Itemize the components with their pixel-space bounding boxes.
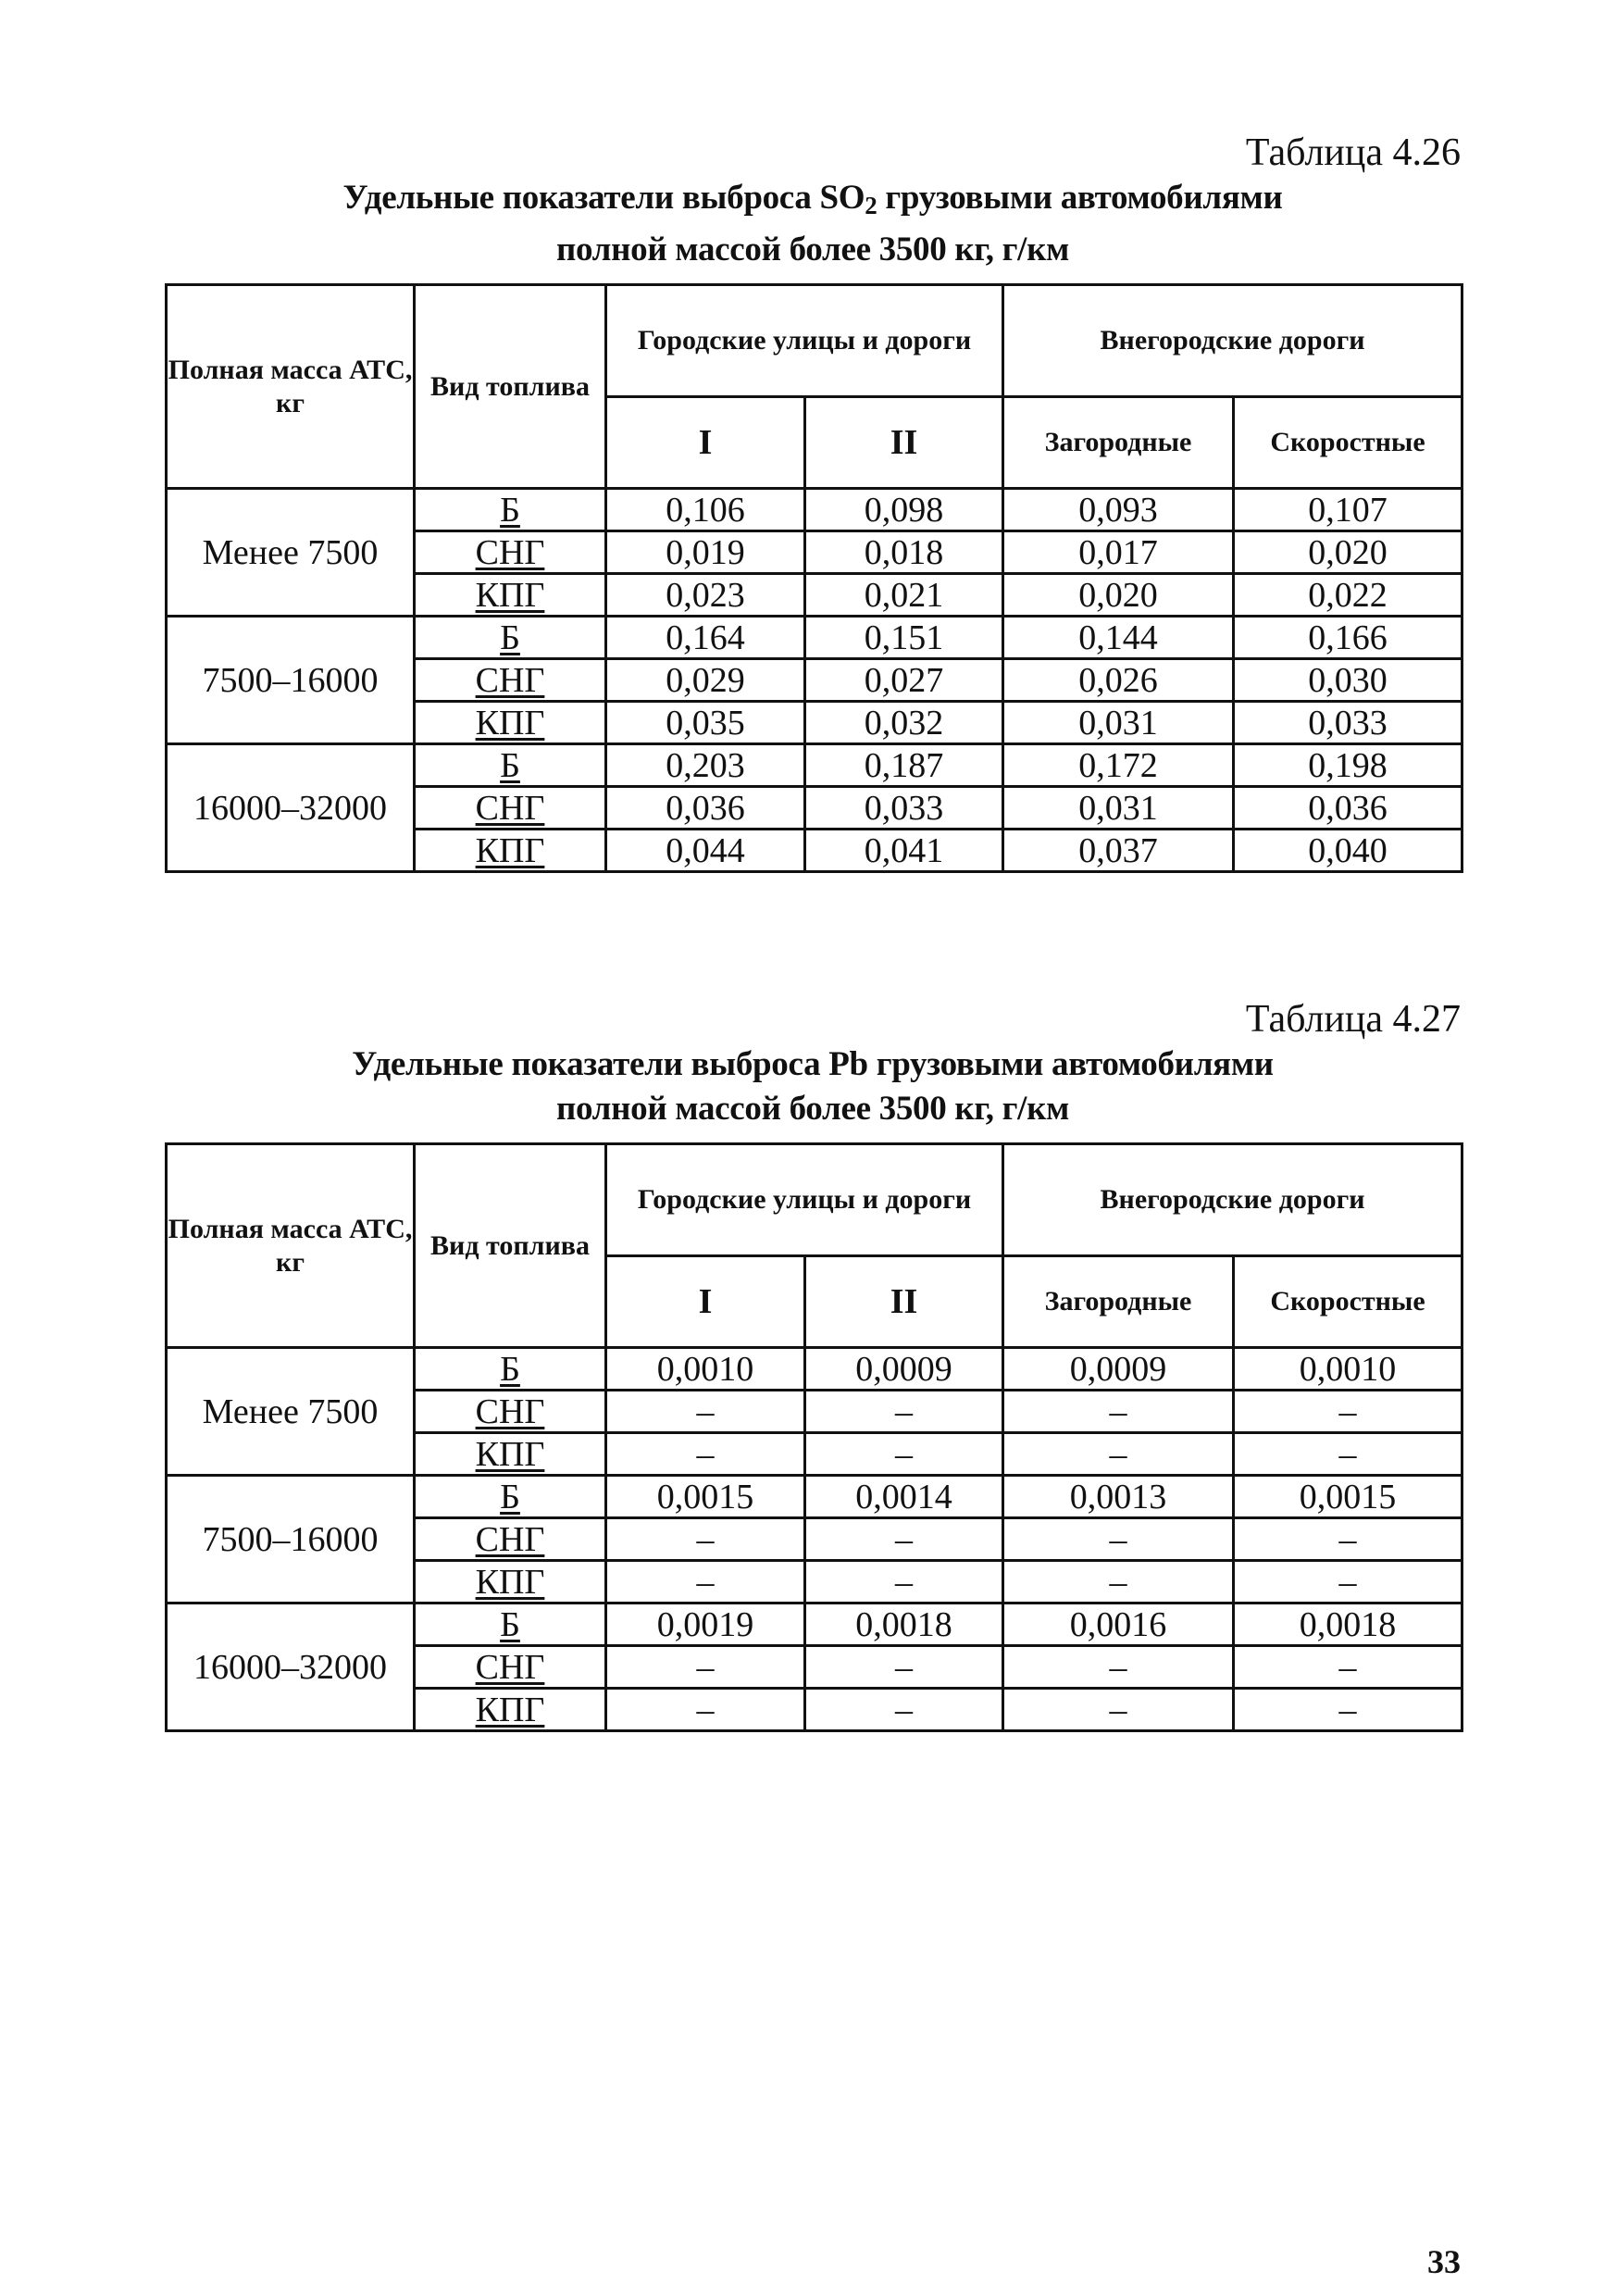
value-cell: – [606, 1561, 805, 1603]
header-express: Скоростные [1234, 1256, 1462, 1348]
value-cell: 0,0009 [805, 1348, 1003, 1391]
value-cell: 0,0009 [1003, 1348, 1234, 1391]
value-cell: – [1003, 1689, 1234, 1731]
value-cell: 0,017 [1003, 531, 1234, 574]
value-cell: 0,0014 [805, 1476, 1003, 1518]
value-cell: 0,022 [1234, 574, 1462, 617]
value-cell: 0,0015 [606, 1476, 805, 1518]
value-cell: 0,172 [1003, 744, 1234, 787]
header-city-ii: II [805, 397, 1003, 489]
value-cell: 0,033 [805, 787, 1003, 830]
header-city: Городские улицы и дороги [606, 1144, 1003, 1256]
table-row [167, 1476, 1462, 1518]
header-city-i: I [606, 1256, 805, 1348]
table-title-line-2: полной массой более 3500 кг, г/км [555, 231, 1070, 268]
table-title [165, 176, 1461, 272]
value-cell: – [805, 1646, 1003, 1689]
emissions-table-pb [165, 1142, 1463, 1732]
value-cell: 0,0019 [606, 1603, 805, 1646]
value-cell: 0,107 [1234, 489, 1462, 531]
header-intercity: Внегородские дороги [1003, 285, 1462, 397]
table-row [167, 1603, 1462, 1646]
value-cell: 0,037 [1003, 830, 1234, 872]
fuel-cell: СНГ [415, 1518, 606, 1561]
value-cell: 0,019 [606, 531, 805, 574]
value-cell: – [805, 1689, 1003, 1731]
value-cell: 0,0015 [1234, 1476, 1462, 1518]
fuel-cell: Б [415, 1603, 606, 1646]
mass-cell: Менее 7500 [167, 489, 415, 617]
header-mass: Полная масса АТС, кг [167, 1144, 415, 1348]
mass-cell: 16000–32000 [167, 1603, 415, 1731]
fuel-cell: КПГ [415, 1561, 606, 1603]
table-number: Таблица 4.26 [1245, 131, 1461, 174]
value-cell: – [1003, 1646, 1234, 1689]
value-cell: 0,040 [1234, 830, 1462, 872]
value-cell: 0,036 [1234, 787, 1462, 830]
header-fuel: Вид топлива [415, 1144, 606, 1348]
fuel-cell: Б [415, 617, 606, 659]
value-cell: – [1234, 1433, 1462, 1476]
value-cell: 0,041 [805, 830, 1003, 872]
mass-cell: 16000–32000 [167, 744, 415, 872]
value-cell: 0,036 [606, 787, 805, 830]
value-cell: 0,0016 [1003, 1603, 1234, 1646]
value-cell: – [1003, 1518, 1234, 1561]
value-cell: – [606, 1433, 805, 1476]
value-cell: 0,026 [1003, 659, 1234, 702]
value-cell: 0,198 [1234, 744, 1462, 787]
value-cell: 0,027 [805, 659, 1003, 702]
value-cell: – [1003, 1391, 1234, 1433]
value-cell: 0,031 [1003, 787, 1234, 830]
fuel-cell: КПГ [415, 574, 606, 617]
value-cell: – [1003, 1433, 1234, 1476]
value-cell: 0,029 [606, 659, 805, 702]
fuel-cell: КПГ [415, 1433, 606, 1476]
value-cell: – [805, 1518, 1003, 1561]
value-cell: 0,0010 [1234, 1348, 1462, 1391]
value-cell: 0,093 [1003, 489, 1234, 531]
header-city-i: I [606, 397, 805, 489]
value-cell: – [805, 1561, 1003, 1603]
value-cell: 0,164 [606, 617, 805, 659]
header-suburban: Загородные [1003, 397, 1234, 489]
value-cell: 0,187 [805, 744, 1003, 787]
value-cell: – [805, 1391, 1003, 1433]
value-cell: 0,032 [805, 702, 1003, 744]
table-title [165, 1042, 1461, 1131]
table-title-line-1: Удельные показатели выброса Pb грузовыми автомобилями [352, 1045, 1274, 1083]
value-cell: – [606, 1689, 805, 1731]
value-cell: 0,020 [1003, 574, 1234, 617]
table-row [167, 744, 1462, 787]
header-city-ii: II [805, 1256, 1003, 1348]
mass-cell: 7500–16000 [167, 617, 415, 744]
value-cell: 0,023 [606, 574, 805, 617]
value-cell: 0,031 [1003, 702, 1234, 744]
value-cell: 0,151 [805, 617, 1003, 659]
value-cell: – [1003, 1561, 1234, 1603]
value-cell: 0,0018 [1234, 1603, 1462, 1646]
value-cell: – [606, 1518, 805, 1561]
fuel-cell: Б [415, 1348, 606, 1391]
value-cell: 0,035 [606, 702, 805, 744]
mass-cell: Менее 7500 [167, 1348, 415, 1476]
value-cell: 0,0013 [1003, 1476, 1234, 1518]
value-cell: – [1234, 1518, 1462, 1561]
header-city: Городские улицы и дороги [606, 285, 1003, 397]
fuel-cell: СНГ [415, 1646, 606, 1689]
value-cell: 0,144 [1003, 617, 1234, 659]
fuel-cell: КПГ [415, 830, 606, 872]
fuel-cell: СНГ [415, 1391, 606, 1433]
value-cell: – [1234, 1391, 1462, 1433]
page-number: 33 [1427, 2243, 1461, 2280]
header-express: Скоростные [1234, 397, 1462, 489]
fuel-cell: Б [415, 744, 606, 787]
fuel-cell: СНГ [415, 787, 606, 830]
table-number: Таблица 4.27 [1245, 998, 1461, 1041]
value-cell: 0,020 [1234, 531, 1462, 574]
value-cell: 0,033 [1234, 702, 1462, 744]
header-fuel: Вид топлива [415, 285, 606, 489]
table-title-line-1: Удельные показатели выброса $SO_2$ грузовыми автомобилями [342, 179, 1283, 219]
table-row [167, 617, 1462, 659]
value-cell: – [1234, 1646, 1462, 1689]
value-cell: 0,021 [805, 574, 1003, 617]
table-4-27-block [165, 996, 1461, 1732]
value-cell: – [606, 1646, 805, 1689]
value-cell: – [606, 1391, 805, 1433]
mass-cell: 7500–16000 [167, 1476, 415, 1603]
table-row [167, 489, 1462, 531]
fuel-cell: Б [415, 489, 606, 531]
emissions-table-so2 [165, 283, 1463, 873]
value-cell: – [805, 1433, 1003, 1476]
value-cell: 0,098 [805, 489, 1003, 531]
table-4-26-block [165, 130, 1461, 873]
fuel-cell: СНГ [415, 659, 606, 702]
value-cell: 0,030 [1234, 659, 1462, 702]
value-cell: 0,044 [606, 830, 805, 872]
value-cell: 0,203 [606, 744, 805, 787]
table-row [167, 1348, 1462, 1391]
fuel-cell: Б [415, 1476, 606, 1518]
value-cell: – [1234, 1689, 1462, 1731]
value-cell: 0,0018 [805, 1603, 1003, 1646]
value-cell: – [1234, 1561, 1462, 1603]
table-title-line-2: полной массой более 3500 кг, г/км [555, 1090, 1070, 1128]
fuel-cell: СНГ [415, 531, 606, 574]
fuel-cell: КПГ [415, 702, 606, 744]
fuel-cell: КПГ [415, 1689, 606, 1731]
value-cell: 0,0010 [606, 1348, 805, 1391]
value-cell: 0,106 [606, 489, 805, 531]
value-cell: 0,018 [805, 531, 1003, 574]
header-suburban: Загородные [1003, 1256, 1234, 1348]
value-cell: 0,166 [1234, 617, 1462, 659]
header-mass: Полная масса АТС, кг [167, 285, 415, 489]
header-intercity: Внегородские дороги [1003, 1144, 1462, 1256]
